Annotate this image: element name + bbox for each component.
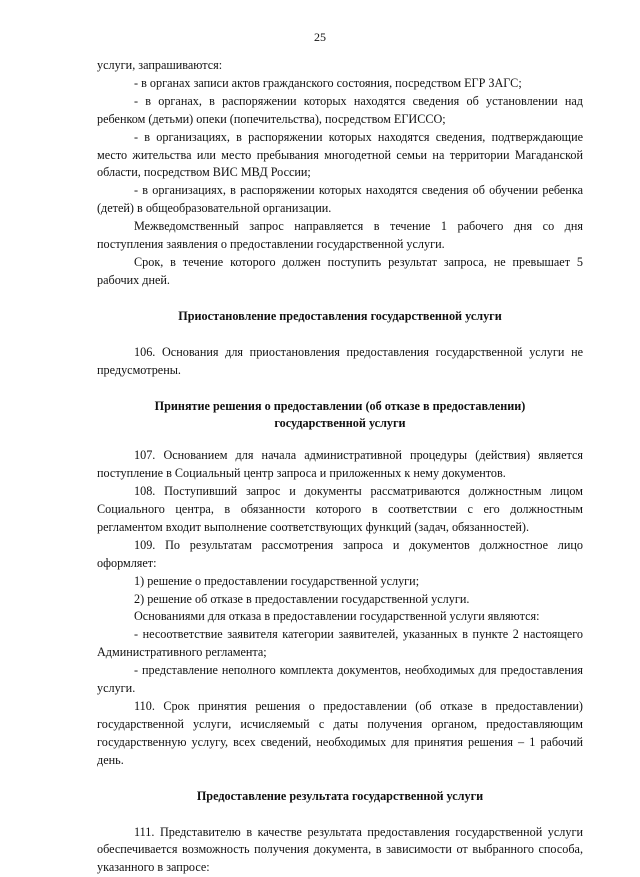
list-item: - в органах, в распоряжении которых находятся сведения об установлении над ребенком (детьми) опеки (попечительства), посредством ЕГИССО; bbox=[97, 93, 583, 126]
section-heading: Приостановление предоставления государственной услуги bbox=[178, 308, 502, 323]
paragraph: услуги, запрашиваются: bbox=[97, 58, 223, 72]
list-item: - несоответствие заявителя категории заявителей, указанных в пункте 2 настоящего Административного регламента; bbox=[97, 627, 583, 660]
list-item: - в организациях, в распоряжении которых находятся сведения, подтверждающие место жительства или место пребывания многодетной семьи на территории Магаданской области, посредством ВИС МВД России; bbox=[97, 129, 583, 180]
page-number: 25 bbox=[314, 30, 326, 44]
paragraph: 111. Представителю в качестве результата предоставления государственной услуги обеспечивается возможность получения документа, в зависимости от выбранного способа, указанного в запросе: bbox=[97, 824, 583, 875]
paragraph: Срок, в течение которого должен поступить результат запроса, не превышает 5 рабочих дней. bbox=[97, 254, 583, 287]
paragraph: 110. Срок принятия решения о предоставлении (об отказе в предоставлении) государственной услуги, исчисляемый с даты получения органом, предоставляющим государственную услугу, всех сведений, необходимых для принятия решения – 1 рабочий день. bbox=[97, 699, 583, 767]
list-item: 2) решение об отказе в предоставлении государственной услуги. bbox=[134, 591, 470, 606]
list-item: - представление неполного комплекта документов, необходимых для предоставления услуги. bbox=[97, 663, 583, 696]
list-item: 1) решение о предоставлении государственной услуги; bbox=[134, 573, 420, 588]
paragraph: 106. Основания для приостановления предоставления государственной услуги не предусмотрены. bbox=[97, 344, 583, 377]
section-heading: Предоставление результата государственной услуги bbox=[196, 788, 484, 803]
section-heading: государственной услуги bbox=[274, 416, 406, 431]
section-heading: Принятие решения о предоставлении (об отказе в предоставлении) bbox=[154, 398, 526, 413]
paragraph: 109. По результатам рассмотрения запроса и документов должностное лицо оформляет: bbox=[97, 537, 583, 570]
paragraph: 107. Основанием для начала административной процедуры (действия) является поступление в Социальный центр запроса и приложенных к нему документов. bbox=[97, 448, 583, 481]
list-item: - в органах записи актов гражданского состояния, посредством ЕГР ЗАГС; bbox=[134, 75, 522, 90]
paragraph: Межведомственный запрос направляется в течение 1 рабочего дня со дня поступления заявления о предоставлении государственной услуги. bbox=[97, 219, 583, 252]
page-body bbox=[97, 57, 583, 877]
list-item: - в организациях, в распоряжении которых находятся сведения об обучении ребенка (детей) в общеобразовательной организации. bbox=[97, 183, 583, 216]
paragraph: 108. Поступивший запрос и документы рассматриваются должностным лицом Социального центра, в обязанности которого в соответствии с его должностным регламентом входит выполнение соответствующих функций (задач, обязанностей). bbox=[97, 484, 583, 534]
paragraph: Основаниями для отказа в предоставлении государственной услуги являются: bbox=[134, 609, 540, 624]
